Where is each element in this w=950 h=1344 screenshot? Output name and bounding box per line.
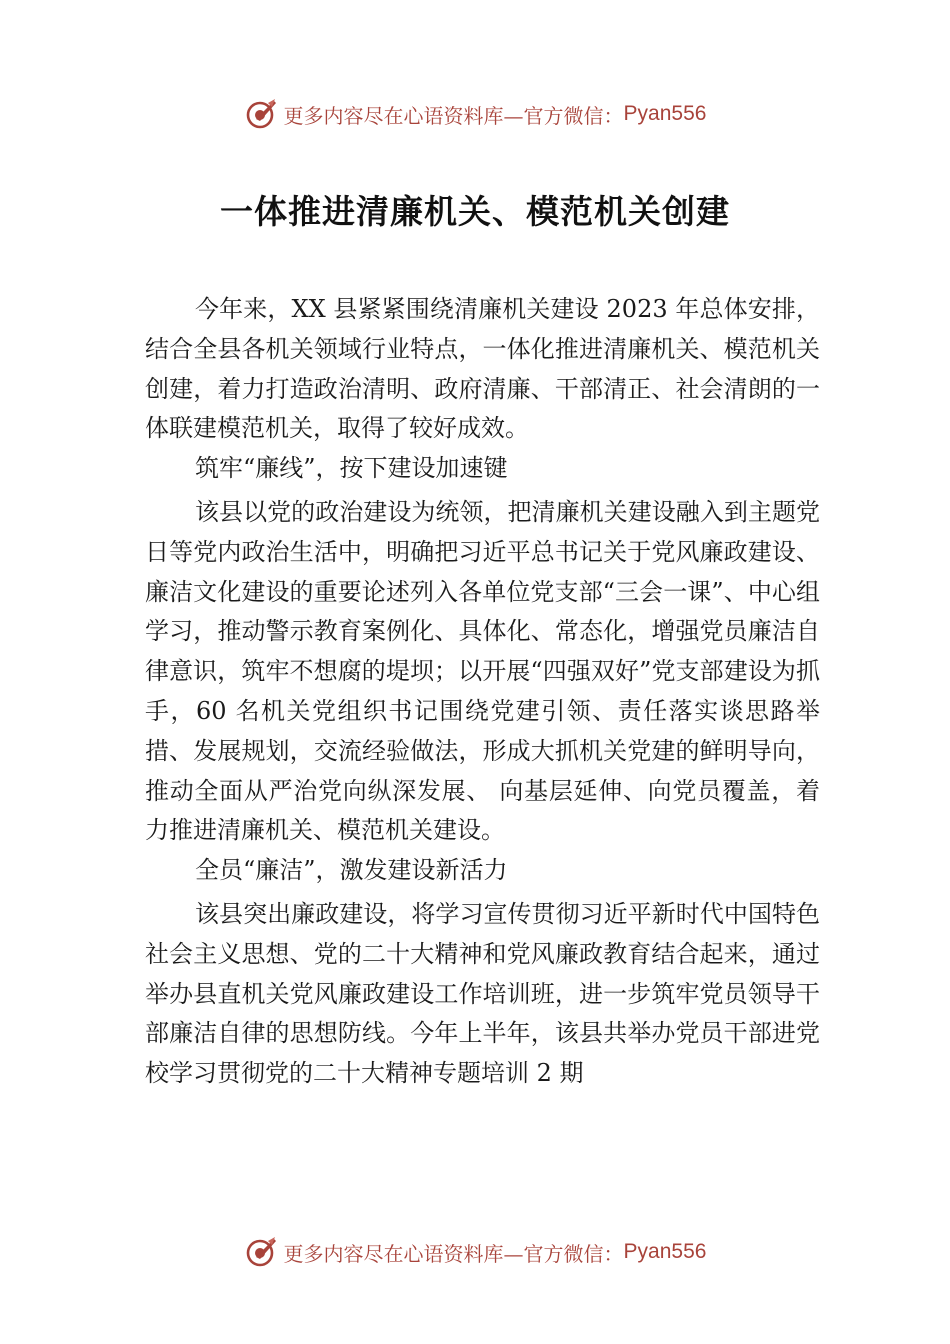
document-title: 一体推进清廉机关、模范机关创建 xyxy=(220,192,730,231)
banner-text: 更多内容尽在心语资料库—官方微信： xyxy=(283,103,624,128)
quill-pen-circle-icon xyxy=(244,1235,278,1269)
banner-wechat-id: Pyan556 xyxy=(623,102,707,125)
section-heading-1: 筑牢“廉线”，按下建设加速键 xyxy=(195,454,508,483)
quill-pen-circle-icon xyxy=(244,97,278,131)
document-body xyxy=(145,288,820,1094)
paragraph-intro: 今年来，XX 县紧紧围绕清廉机关建设 2023 年总体安排，结合全县各机关领域行业特点，一体化推进清廉机关、模范机关创建，着力打造政治清明、政府清廉、干部清正、社会清朗的一体联建模范机关，取得了较好成效。 xyxy=(145,295,820,443)
footer-banner xyxy=(0,1232,950,1272)
header-banner xyxy=(0,94,950,134)
paragraph-section-1: 该县以党的政治建设为统领，把清廉机关建设融入到主题党日等党内政治生活中，明确把习近平总书记关于党风廉政建设、廉洁文化建设的重要论述列入各单位党支部“三会一课”、中心组学习，推动警示教育案例化、具体化、常态化，增强党员廉洁自律意识，筑牢不想腐的堤坝；以开展“四强双好”党支部建设为抓手，60 名机关党组织书记围绕党建引领、责任落实谈思路举措、发展规划，交流经验做法，形成大抓机关党建的鲜明导向，推动全面从严治党向纵深发展、 向基层延伸、向党员覆盖，着力推进清廉机关、模范机关建设。 xyxy=(145,497,820,845)
banner-text: 更多内容尽在心语资料库—官方微信： xyxy=(283,1241,624,1266)
banner-wechat-id: Pyan556 xyxy=(623,1240,707,1263)
section-heading-2: 全员“廉洁”，激发建设新活力 xyxy=(195,856,508,885)
paragraph-section-2: 该县突出廉政建设，将学习宣传贯彻习近平新时代中国特色社会主义思想、党的二十大精神和党风廉政教育结合起来，通过举办县直机关党风廉政建设工作培训班，进一步筑牢党员领导干部廉洁自律的思想防线。今年上半年，该县共举办党员干部进党校学习贯彻党的二十大精神专题培训 2 期 xyxy=(145,899,820,1088)
